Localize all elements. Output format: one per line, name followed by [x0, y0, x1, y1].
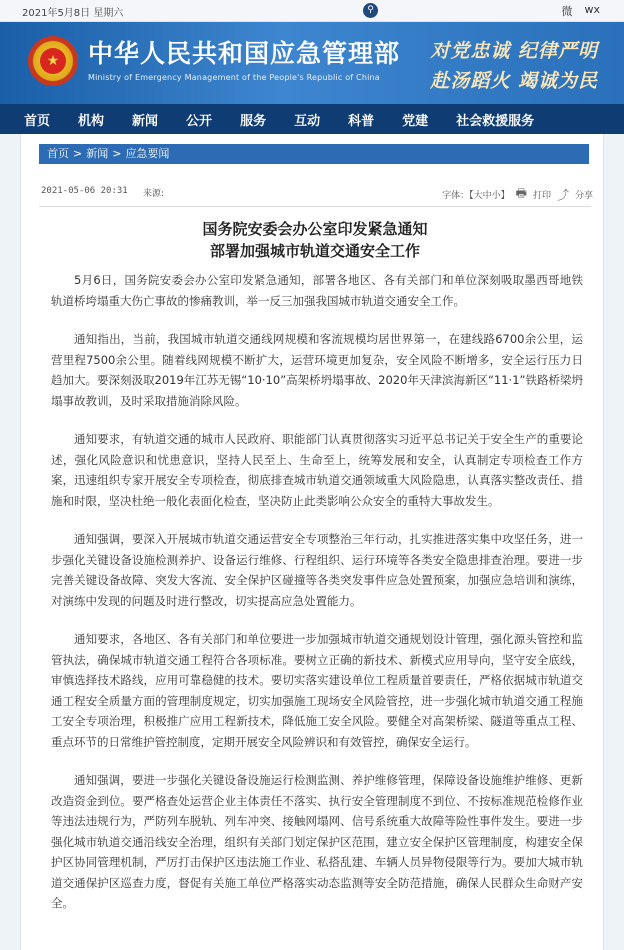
- article-title-line-1: 国务院安委会办公室印发紧急通知: [202, 220, 428, 238]
- search-icon[interactable]: ⚲: [363, 3, 378, 18]
- slogan-line-2: 赴汤蹈火 竭诚为民: [430, 70, 598, 92]
- top-tools: [561, 3, 600, 19]
- print-icon[interactable]: 🖶: [515, 186, 527, 200]
- site-banner: [0, 22, 624, 104]
- article-paragraph: 5月6日，国务院安委会办公室印发紧急通知，部署各地区、各有关部门和单位深刻吸取墨西哥地铁轨道桥垮塌重大伤亡事故的惨痛教训，举一反三加强我国城市轨道交通安全工作。: [51, 273, 583, 308]
- top-bar: [0, 0, 624, 22]
- nav-home[interactable]: 首页: [24, 113, 51, 129]
- ministry-title-cn: 中华人民共和国应急管理部: [88, 39, 401, 68]
- main-nav: [0, 104, 624, 134]
- article-paragraph: 通知要求，各地区、各有关部门和单位要进一步加强城市轨道交通规划设计管理，强化源头管控和监管执法，确保城市轨道交通工程符合各项标准。要树立正确的新技术、新模式应用导向，坚守安全底线，审慎选择技术路线，应用可靠稳健的技术。要切实落实建设单位工程质量首要责任，严格依据城市轨道交通工程安全质量方面的管理制度规定，切实加强施工现场安全风险管控，进一步强化城市轨道交通工程施工安全专项治理，积极推广应用工程新技术，降低施工安全风险。要健全对高架桥梁、隧道等重点工程、重点环节的日常维护管控制度，定期开展安全风险辨识和有效管控，确保安全运行。: [51, 632, 583, 749]
- publish-date: 2021-05-06 20:31: [41, 186, 128, 196]
- article-paragraph: 通知要求，有轨道交通的城市人民政府、职能部门认真贯彻落实习近平总书记关于安全生产的重要论述，强化风险意识和忧患意识，坚持人民至上、生命至上，统筹发展和安全，认真制定专项检查工作方案，迅速组织专家开展安全专项检查，彻底排查城市轨道交通领域重大风险隐患，认真落实整改责任、措施和时限，坚决杜绝一般化表面化检查，坚决防止此类影响公众安全的重特大事故发生。: [51, 432, 583, 508]
- breadcrumb-current[interactable]: 应急要闻: [125, 147, 170, 160]
- nav-news[interactable]: 新闻: [132, 113, 159, 129]
- nav-science[interactable]: 科普: [348, 113, 375, 129]
- breadcrumb-separator: >: [112, 147, 122, 160]
- article-paragraph: 通知指出，当前，我国城市轨道交通线网规模和客流规模均居世界第一，在建线路6700余公里，运营里程7500余公里。随着线网规模不断扩大，运营环境更加复杂，安全风险不断增多，安全运行压力日趋加大。要深刻汲取2019年江苏无锡“10·10”高架桥坍塌事故、2020年天津滨海新区“11·1”铁路桥梁坍塌事故教训，及时采取措施消除风险。: [51, 332, 583, 408]
- nav-services[interactable]: 服务: [240, 113, 267, 129]
- nav-public[interactable]: 公开: [186, 113, 213, 129]
- weibo-icon[interactable]: 微: [561, 5, 573, 18]
- font-size-control[interactable]: 字体：【大中小】: [442, 191, 510, 201]
- breadcrumb-news[interactable]: 新闻: [86, 147, 109, 160]
- breadcrumb-home[interactable]: 首页: [47, 147, 69, 160]
- article-source: 来源:: [143, 189, 165, 199]
- breadcrumb: [39, 144, 589, 164]
- article-panel: [20, 134, 604, 950]
- share-button[interactable]: 分享: [574, 191, 593, 201]
- print-button[interactable]: 打印: [532, 191, 551, 201]
- nav-party[interactable]: 党建: [402, 113, 429, 129]
- article-body: [51, 270, 583, 932]
- article-title: [39, 218, 591, 262]
- article-paragraph: 通知强调，要进一步强化关键设备设施运行检测监测、养护维修管理，保障设备设施维护维修、更新改造资金到位。要严格查处运营企业主体责任不落实、执行安全管理制度不到位、不按标准规范检修作业等违法违规行为，严防列车脱轨、列车冲突、接触网塌网、信号系统重大故障等险性事件发生。要进一步强化城市轨道交通沿线安全治理，组织有关部门划定保护区范围，建立安全保护区管理制度，构建安全保护区协同管理机制，严厉打击保护区违法施工作业、私搭乱建、车辆人员异物侵限等行为。要加大城市轨道交通保护区巡查力度，督促有关施工单位严格落实动态监测等安全防范措施，确保人民群众生命财产安全。: [51, 773, 583, 910]
- article-title-line-2: 部署加强城市轨道交通安全工作: [209, 242, 420, 260]
- breadcrumb-separator: >: [73, 147, 83, 160]
- meta-divider: [39, 206, 591, 207]
- ministry-title-en: Ministry of Emergency Management of the People's Republic of China: [88, 73, 380, 82]
- current-date: 2021年5月8日 星期六: [22, 8, 124, 19]
- wechat-icon[interactable]: wx: [584, 3, 600, 16]
- nav-interaction[interactable]: 互动: [294, 113, 321, 129]
- nav-organization[interactable]: 机构: [78, 113, 105, 129]
- share-icon[interactable]: ⤴: [556, 188, 569, 202]
- national-emblem-icon: ★: [28, 36, 78, 86]
- slogan-line-1: 对党忠诚 纪律严明: [430, 40, 598, 62]
- nav-rescue-services[interactable]: 社会救援服务: [456, 113, 535, 129]
- article-paragraph: 通知强调，要深入开展城市轨道交通运营安全专项整治三年行动，扎实推进落实集中攻坚任务，进一步强化关键设备设施检测养护、设备运行维修、行程组织、运行环境等各类安全隐患排查治理。要进一步完善关键设备故障、突发大客流、安全保护区碰撞等各类突发事件应急处置预案，加强应急培训和演练，对演练中发现的问题及时进行整改，切实提高应急处置能力。: [51, 532, 583, 608]
